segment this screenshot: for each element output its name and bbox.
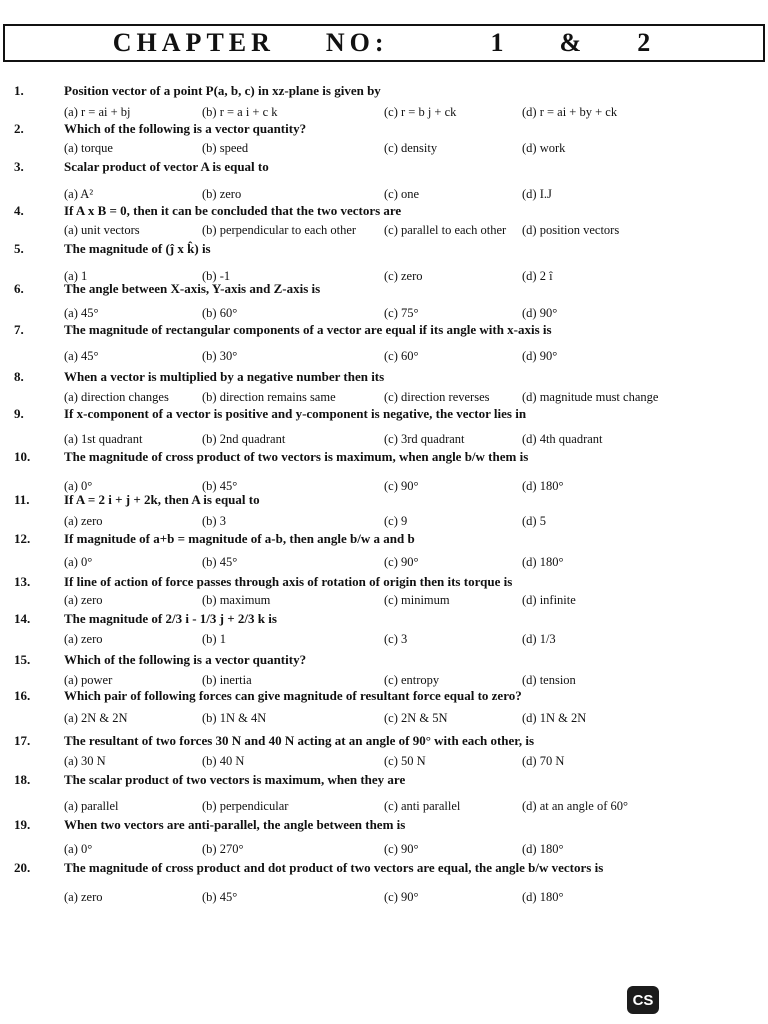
answer-option: (b) 1N & 4N [202,711,267,725]
answer-option: (d) 1N & 2N [522,711,587,725]
answer-option: (c) one [384,187,420,201]
answer-option: (c) 90° [384,555,419,569]
answer-option: (c) 2N & 5N [384,711,448,725]
question-text: If A x B = 0, then it can be concluded that the two vectors are [64,203,402,218]
chapter-title: CHAPTER NO: 1 & 2 [112,28,656,57]
answer-option: (c) zero [384,269,423,283]
question-text: If magnitude of a+b = magnitude of a-b, then angle b/w a and b [64,531,415,546]
answer-option: (c) 50 N [384,754,426,768]
question-text: If A = 2 i + j + 2k, then A is equal to [64,492,260,507]
answer-option: (a) 1st quadrant [64,432,143,446]
answer-option: (b) 45° [202,479,238,493]
answer-option: (c) 9 [384,514,408,528]
answer-option: (a) 30 N [64,754,106,768]
answer-option: (d) 5 [522,514,546,528]
answer-option: (c) 90° [384,479,419,493]
answer-option: (b) speed [202,141,249,155]
answer-option: (b) 3 [202,514,226,528]
chapter-header [3,24,765,62]
answer-option: (c) 90° [384,842,419,856]
answer-option: (d) infinite [522,593,576,607]
answer-option: (b) maximum [202,593,271,607]
answer-option: (c) anti parallel [384,799,461,813]
answer-option: (b) 30° [202,349,238,363]
question-text: When a vector is multiplied by a negative number then its [64,369,385,384]
answer-option: (c) entropy [384,673,440,687]
question-number: 1. [14,83,24,98]
answer-option: (d) 1/3 [522,632,556,646]
answer-option: (d) magnitude must change [522,390,659,404]
answer-option: (a) r = ai + bj [64,105,131,119]
question-number: 19. [14,817,31,832]
question-text: Which pair of following forces can give magnitude of resultant force equal to zero? [64,688,522,703]
answer-option: (b) inertia [202,673,252,687]
answer-option: (b) zero [202,187,242,201]
answer-option: (b) 60° [202,306,238,320]
question-text: If x-component of a vector is positive and y-component is negative, the vector lies in [64,406,527,421]
answer-option: (b) -1 [202,269,231,283]
answer-option: (b) 270° [202,842,244,856]
answer-option: (a) parallel [64,799,119,813]
answer-option: (d) 180° [522,479,564,493]
answer-option: (c) 60° [384,349,419,363]
answer-option: (c) 3 [384,632,408,646]
question-number: 14. [14,611,31,626]
answer-option: (a) unit vectors [64,223,140,237]
question-number: 10. [14,449,31,464]
answer-option: (c) density [384,141,438,155]
question-number: 5. [14,241,24,256]
question-number: 12. [14,531,31,546]
question-number: 2. [14,121,24,136]
question-number: 3. [14,159,24,174]
answer-option: (d) 90° [522,306,558,320]
answer-option: (d) position vectors [522,223,620,237]
question-text: Which of the following is a vector quantity? [64,652,307,667]
question-number: 15. [14,652,31,667]
answer-option: (a) power [64,673,113,687]
answer-option: (c) 75° [384,306,419,320]
answer-option: (d) 4th quadrant [522,432,603,446]
question-number: 6. [14,281,24,296]
answer-option: (c) direction reverses [384,390,490,404]
answer-option: (d) I.J [522,187,552,201]
camscanner-logo: CS [627,986,659,1014]
question-number: 9. [14,406,24,421]
answer-option: (a) zero [64,890,103,904]
question-text: When two vectors are anti-parallel, the angle between them is [64,817,406,832]
answer-option: (b) 45° [202,555,238,569]
question-text: The magnitude of cross product and dot product of two vectors are equal, the angle b/w vectors is [64,860,604,875]
answer-option: (a) 2N & 2N [64,711,128,725]
question-text: Scalar product of vector A is equal to [64,159,269,174]
answer-option: (a) torque [64,141,113,155]
answer-option: (a) 0° [64,842,93,856]
question-number: 4. [14,203,24,218]
question-number: 20. [14,860,31,875]
answer-option: (b) 1 [202,632,226,646]
answer-option: (c) 90° [384,890,419,904]
answer-option: (a) A² [64,187,94,201]
answer-option: (c) r = b j + ck [384,105,457,119]
answer-option: (a) 1 [64,269,88,283]
answer-option: (c) parallel to each other [384,223,507,237]
answer-option: (b) 45° [202,890,238,904]
question-number: 16. [14,688,31,703]
answer-option: (a) 0° [64,555,93,569]
answer-option: (b) direction remains same [202,390,336,404]
answer-option: (d) 2 î [522,269,553,283]
answer-option: (a) direction changes [64,390,169,404]
answer-option: (b) r = a i + c k [202,105,278,119]
answer-option: (a) 45° [64,306,99,320]
answer-option: (d) tension [522,673,576,687]
question-text: The angle between X-axis, Y-axis and Z-axis is [64,281,321,296]
answer-option: (d) 90° [522,349,558,363]
answer-option: (b) perpendicular [202,799,289,813]
answer-option: (d) 180° [522,890,564,904]
answer-option: (d) work [522,141,566,155]
question-text: If line of action of force passes through axis of rotation of origin then its torque is [64,574,513,589]
question-number: 13. [14,574,31,589]
question-text: Which of the following is a vector quantity? [64,121,307,136]
question-text: The magnitude of 2/3 i - 1/3 j + 2/3 k is [64,611,277,626]
question-text: The magnitude of (ĵ x k̂) is [64,241,211,256]
question-text: The magnitude of rectangular components of a vector are equal if its angle with x-axis is [64,322,552,337]
answer-option: (a) 0° [64,479,93,493]
answer-option: (d) 70 N [522,754,565,768]
question-number: 18. [14,772,31,787]
answer-option: (b) 40 N [202,754,245,768]
answer-option: (a) zero [64,514,103,528]
answer-option: (d) 180° [522,842,564,856]
question-number: 11. [14,492,30,507]
question-text: The magnitude of cross product of two vectors is maximum, when angle b/w them is [64,449,529,464]
answer-option: (b) perpendicular to each other [202,223,357,237]
question-text: Position vector of a point P(a, b, c) in xz-plane is given by [64,83,381,98]
answer-option: (d) r = ai + by + ck [522,105,618,119]
question-number: 17. [14,733,31,748]
question-number: 8. [14,369,24,384]
answer-option: (c) minimum [384,593,450,607]
answer-option: (d) 180° [522,555,564,569]
answer-option: (a) 45° [64,349,99,363]
answer-option: (d) at an angle of 60° [522,799,628,813]
question-number: 7. [14,322,24,337]
answer-option: (c) 3rd quadrant [384,432,465,446]
question-text: The scalar product of two vectors is maximum, when they are [64,772,406,787]
question-text: The resultant of two forces 30 N and 40 N acting at an angle of 90° with each other, is [64,733,535,748]
answer-option: (a) zero [64,593,103,607]
answer-option: (a) zero [64,632,103,646]
answer-option: (b) 2nd quadrant [202,432,286,446]
